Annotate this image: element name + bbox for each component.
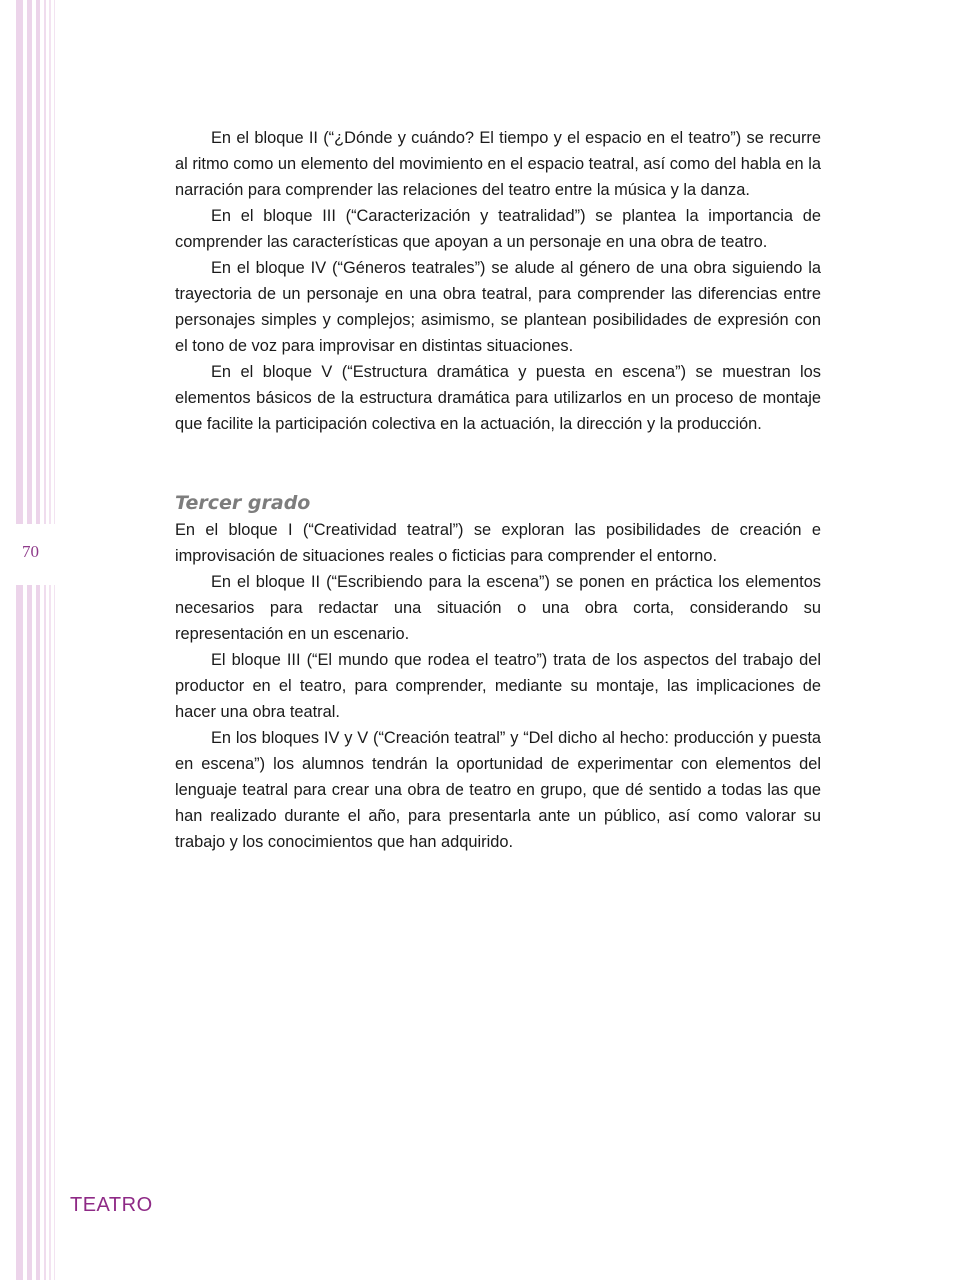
section-paragraph-4: En los bloques IV y V (“Creación teatral” y “Del dicho al hecho: producción y puesta en escena”) los alumnos tendrán la oportunidad de experimentar con elementos del lenguaje teatral para crear una obra de teatro en grupo, que dé sentido a todas las que han realizado durante el año, para presentarla ante un público, así como valorar su trabajo y los conocimientos que han adquirido.	[175, 729, 821, 851]
intro-paragraph-1: En el bloque II (“¿Dónde y cuándo? El tiempo y el espacio en el teatro”) se recurre al ritmo como un elemento del movimiento en el espacio teatral, así como del habla en la narración para comprender las relaciones del teatro entre la música y la danza.	[175, 129, 821, 199]
page-number: 70	[22, 542, 39, 561]
intro-paragraph-3: En el bloque IV (“Géneros teatrales”) se alude al género de una obra siguiendo la trayectoria de un personaje en una obra teatral, para comprender las diferencias entre personajes simples y complejos; asimismo, se plantean posibilidades de expresión con el tono de voz para improvisar en distintas situaciones.	[175, 259, 821, 355]
page-body	[175, 125, 821, 855]
section-paragraph-3: El bloque III (“El mundo que rodea el teatro”) trata de los aspectos del trabajo del productor en el teatro, para comprender, mediante su montaje, las implicaciones de hacer una obra teatral.	[175, 651, 821, 721]
section-paragraph-1: En el bloque I (“Creatividad teatral”) se exploran las posibilidades de creación e improvisación de situaciones reales o ficticias para comprender el entorno.	[175, 521, 821, 565]
footer-subject-label: TEATRO	[70, 1194, 153, 1216]
section-title: Tercer grado	[175, 492, 311, 514]
section-paragraph-2: En el bloque II (“Escribiendo para la escena”) se ponen en práctica los elementos necesarios para redactar una situación o una obra corta, considerando su representación en un escenario.	[175, 573, 821, 643]
intro-paragraph-2: En el bloque III (“Caracterización y teatralidad”) se plantea la importancia de comprender las características que apoyan a un personaje en una obra de teatro.	[175, 207, 821, 251]
decorative-side-stripes	[0, 0, 60, 1280]
intro-paragraph-4: En el bloque V (“Estructura dramática y puesta en escena”) se muestran los elementos básicos de la estructura dramática para utilizarlos en un proceso de montaje que facilite la participación colectiva en la actuación, la dirección y la producción.	[175, 363, 821, 433]
